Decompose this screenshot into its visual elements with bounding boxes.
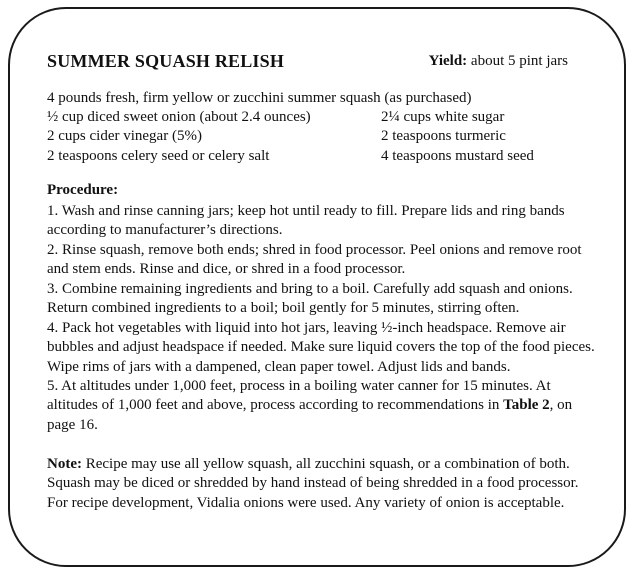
ingredient-left-3: 2 teaspoons celery seed or celery salt	[47, 148, 270, 164]
procedure-step-5	[47, 377, 595, 435]
procedure-step-3: 3. Combine remaining ingredients and bring to a boil. Carefully add squash and onions. Return combined ingredients to a boil; boil gently for 5 minutes, stirring often.	[47, 281, 573, 317]
ingredient-left-1: ½ cup diced sweet onion (about 2.4 ounces)	[47, 109, 311, 125]
yield-label: Yield:	[428, 53, 468, 69]
yield-value: about 5 pint jars	[470, 53, 568, 69]
note	[47, 455, 595, 513]
recipe-title: SUMMER SQUASH RELISH	[47, 51, 285, 71]
procedure-step-4: 4. Pack hot vegetables with liquid into hot jars, leaving ½-inch headspace. Remove air bubbles and adjust headspace if needed. Make sure liquid covers the top of the food pieces. Wipe rims of jars with a dampened, clean paper towel. Adjust lids and bands.	[47, 320, 595, 375]
step5-text-end: , on page 16.	[47, 397, 573, 433]
procedure-step-2: 2. Rinse squash, remove both ends; shred in food processor. Peel onions and remove root and stem ends. Rinse and dice, or shred in a food processor.	[47, 242, 582, 278]
ingredient-intro: 4 pounds fresh, firm yellow or zucchini summer squash (as purchased)	[47, 90, 472, 106]
table-reference: Table 2	[503, 397, 550, 414]
note-label: Note:	[47, 456, 82, 472]
procedure-heading: Procedure:	[47, 182, 119, 198]
ingredient-right-3: 4 teaspoons mustard seed	[381, 148, 534, 164]
ingredient-right-2: 2 teaspoons turmeric	[381, 128, 506, 144]
yield	[429, 53, 568, 70]
procedure-step-1: 1. Wash and rinse canning jars; keep hot until ready to fill. Prepare lids and ring bands according to manufacturer’s directions.	[47, 203, 565, 239]
note-text: Recipe may use all yellow squash, all zucchini squash, or a combination of both. Squash may be diced or shredded by hand instead of being shredded in a food processor. For recipe development, Vidalia onions were used. Any variety of onion is acceptable.	[47, 456, 579, 511]
ingredient-right-1: 2¼ cups white sugar	[381, 109, 505, 125]
step5-text: 5. At altitudes under 1,000 feet, process in a boiling water canner for 15 minutes. At altitudes of 1,000 feet and above, process according to recommendations in	[47, 378, 551, 414]
ingredient-left-2: 2 cups cider vinegar (5%)	[47, 128, 202, 144]
